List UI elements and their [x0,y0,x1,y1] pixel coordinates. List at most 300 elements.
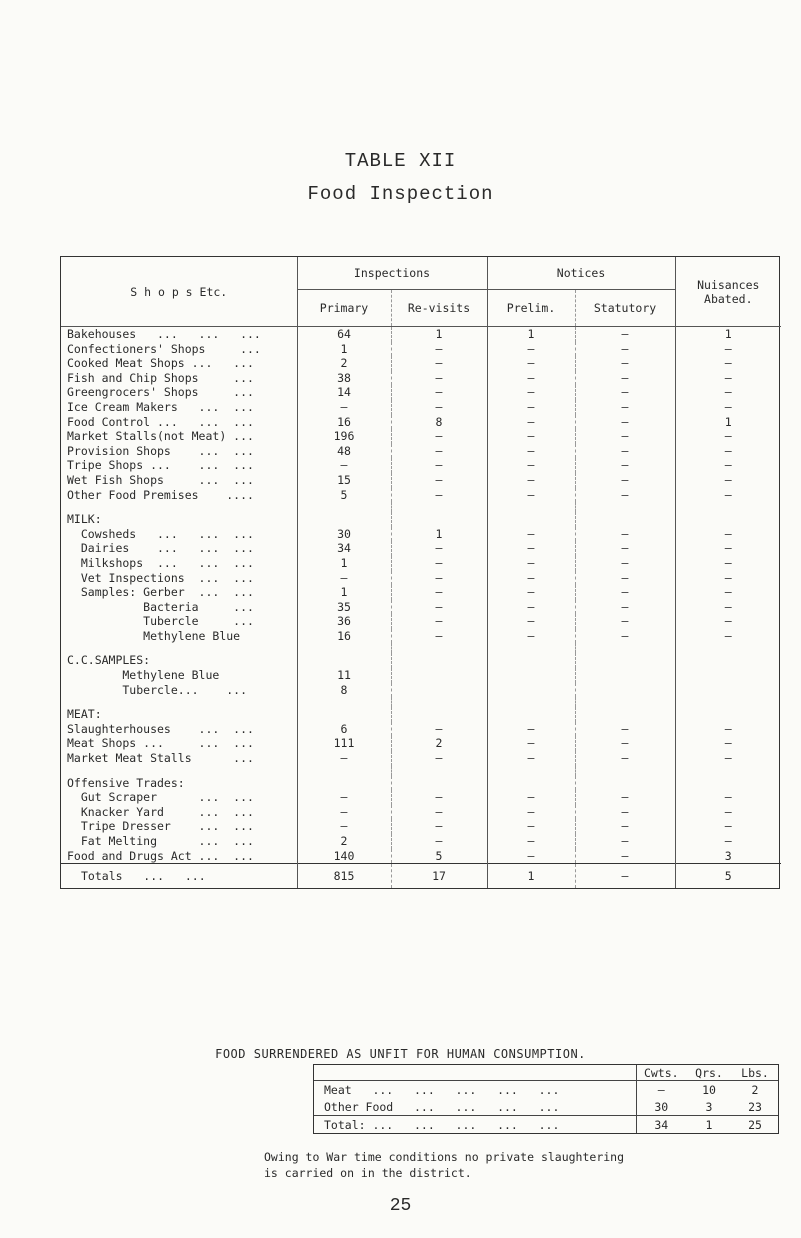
surrendered-header-cwts: Cwts. [636,1065,686,1081]
row-label: Cowsheds ... ... ... [67,526,254,541]
row-primary [297,776,391,791]
spacer-cell [61,643,297,653]
row-primary: 6 [297,722,391,737]
row-primary: 11 [297,668,391,683]
row-revisits: – [391,600,487,615]
row-nuisances: – [675,571,781,586]
row-primary: 1 [297,342,391,357]
row-statutory [575,512,675,527]
row-label: Meat Shops ... ... ... [67,736,254,751]
row-primary: 16 [297,415,391,430]
row-statutory [575,683,675,698]
surrendered-cwts: – [636,1081,686,1099]
row-statutory: – [575,614,675,629]
row-statutory: – [575,385,675,400]
row-nuisances: – [675,790,781,805]
row-revisits [391,707,487,722]
table-row [61,600,781,615]
table-row [61,458,781,473]
row-statutory: – [575,415,675,430]
row-prelim: – [487,429,575,444]
row-prelim: – [487,458,575,473]
table-body [61,327,781,864]
surrendered-total-lbs: 25 [732,1116,778,1134]
row-statutory: – [575,527,675,542]
row-nuisances: – [675,819,781,834]
row-label: C.C.SAMPLES: [67,653,151,668]
row-statutory: – [575,556,675,571]
row-statutory: – [575,327,675,342]
spacer-cell [487,643,575,653]
row-prelim: – [487,614,575,629]
row-prelim: – [487,751,575,766]
footnote-line-1: Owing to War time conditions no private slaughtering [264,1150,625,1164]
row-primary: 2 [297,834,391,849]
row-label: Gut Scraper ... ... [67,790,254,805]
row-label: Fish and Chip Shops ... [67,370,254,385]
spacer-cell [391,697,487,707]
surrendered-title: FOOD SURRENDERED AS UNFIT FOR HUMAN CONSUMPTION. [215,1047,586,1061]
spacer-cell [575,697,675,707]
row-label: Other Food Premises .... [67,487,254,502]
row-prelim [487,683,575,698]
spacer-cell [391,643,487,653]
table-row [61,400,781,415]
row-nuisances: – [675,600,781,615]
row-primary: – [297,751,391,766]
table-row [61,327,781,342]
surrendered-qrs: 3 [705,1099,713,1114]
row-revisits: 8 [391,415,487,430]
table-row [61,707,781,722]
row-revisits [391,683,487,698]
row-statutory: – [575,736,675,751]
row-statutory: – [575,356,675,371]
row-primary: 30 [297,527,391,542]
table-row [61,473,781,488]
row-nuisances: 1 [675,327,781,342]
row-prelim [487,776,575,791]
table-row [61,790,781,805]
row-nuisances: – [675,834,781,849]
row-prelim: – [487,834,575,849]
row-nuisances: – [675,556,781,571]
table-row [61,571,781,586]
row-revisits: – [391,614,487,629]
spacer-cell [575,643,675,653]
row-prelim: – [487,541,575,556]
header-revisits: Re-visits [391,290,487,327]
row-statutory: – [575,473,675,488]
row-statutory [575,776,675,791]
row-label: MEAT: [67,707,102,722]
row-statutory [575,707,675,722]
row-primary: 34 [297,541,391,556]
row-prelim: – [487,488,575,503]
table-row [61,722,781,737]
row-prelim: 1 [487,327,575,342]
row-label: Tubercle ... [67,614,254,629]
row-prelim: – [487,556,575,571]
spacer-row [61,502,781,512]
spacer-cell [297,766,391,776]
row-revisits: – [391,541,487,556]
row-label: Tripe Shops ... ... ... [67,458,254,473]
spacer-cell [575,502,675,512]
footnote-line-2: is carried on in the district. [264,1166,472,1180]
spacer-cell [61,502,297,512]
row-label: Samples: Gerber ... ... [67,585,254,600]
row-revisits: – [391,819,487,834]
row-revisits: – [391,805,487,820]
row-statutory: – [575,541,675,556]
table-row [61,585,781,600]
row-nuisances: – [675,736,781,751]
row-statutory: – [575,342,675,357]
row-revisits: – [391,585,487,600]
spacer-cell [675,502,781,512]
row-prelim: – [487,571,575,586]
row-prelim: – [487,819,575,834]
row-nuisances: – [675,385,781,400]
row-revisits: – [391,458,487,473]
row-nuisances: – [675,444,781,459]
row-nuisances [675,707,781,722]
row-nuisances [675,653,781,668]
spacer-cell [675,643,781,653]
row-revisits [391,668,487,683]
row-label: Market Stalls(not Meat) ... [67,429,254,444]
spacer-cell [297,697,391,707]
row-statutory: – [575,722,675,737]
row-prelim: – [487,342,575,357]
row-nuisances [675,776,781,791]
table-row [61,512,781,527]
row-prelim: – [487,722,575,737]
table-row [61,556,781,571]
row-revisits: 1 [391,527,487,542]
spacer-cell [487,502,575,512]
row-label: Confectioners' Shops ... [67,341,261,356]
row-label: Greengrocers' Shops ... [67,385,254,400]
row-statutory: – [575,805,675,820]
row-primary: 15 [297,473,391,488]
row-revisits: – [391,356,487,371]
row-label: Tripe Dresser ... ... [67,819,254,834]
surrendered-total-qrs: 1 [686,1116,732,1134]
surrendered-header-qrs: Qrs. [686,1065,732,1081]
row-primary [297,707,391,722]
spacer-cell [61,697,297,707]
row-label: Market Meat Stalls ... [67,751,254,766]
row-primary: 36 [297,614,391,629]
row-label: Bacteria ... [67,599,254,614]
spacer-row [61,697,781,707]
row-revisits: – [391,429,487,444]
row-statutory: – [575,458,675,473]
row-prelim: – [487,385,575,400]
surrendered-total-label: Total: ... ... ... ... ... [314,1116,636,1134]
row-label: Dairies ... ... ... [67,541,254,556]
table-row [61,776,781,791]
row-statutory: – [575,488,675,503]
row-prelim: – [487,527,575,542]
surrendered-row-total [314,1116,778,1134]
table-row [61,371,781,386]
spacer-cell [391,502,487,512]
row-statutory: – [575,834,675,849]
table-row [61,819,781,834]
row-primary: 35 [297,600,391,615]
row-primary: – [297,571,391,586]
row-statutory: – [575,849,675,864]
spacer-cell [575,766,675,776]
table-row [61,805,781,820]
spacer-row [61,643,781,653]
row-revisits [391,512,487,527]
row-revisits: – [391,342,487,357]
row-statutory [575,653,675,668]
header-shops: S h o p s Etc. [61,257,297,327]
table-row [61,488,781,503]
row-revisits: – [391,834,487,849]
row-nuisances: – [675,342,781,357]
table-row [61,834,781,849]
row-statutory: – [575,371,675,386]
row-nuisances: – [675,541,781,556]
page-number: 25 [389,1196,412,1216]
table-title: TABLE XII [344,150,457,172]
row-primary: – [297,819,391,834]
surrendered-header-lbs: Lbs. [732,1065,778,1081]
header-prelim: Prelim. [487,290,575,327]
surrendered-label: Meat ... ... ... ... ... [324,1082,560,1097]
table-row [61,736,781,751]
row-prelim [487,707,575,722]
row-nuisances: – [675,356,781,371]
row-primary: 196 [297,429,391,444]
surrendered-qrs: 10 [702,1082,716,1097]
row-nuisances: – [675,751,781,766]
table-row [61,614,781,629]
row-statutory: – [575,444,675,459]
row-revisits: – [391,722,487,737]
row-label: Methylene Blue [67,668,220,683]
row-nuisances: – [675,458,781,473]
footnote [264,1149,624,1181]
surrendered-label: Other Food ... ... ... ... [324,1099,560,1114]
row-primary: – [297,805,391,820]
header-statutory: Statutory [575,290,675,327]
row-prelim: – [487,790,575,805]
row-label: Provision Shops ... ... [67,443,254,458]
row-primary: 38 [297,371,391,386]
row-nuisances: – [675,585,781,600]
row-statutory: – [575,819,675,834]
row-nuisances: – [675,371,781,386]
row-nuisances: – [675,614,781,629]
row-label: Slaughterhouses ... ... [67,721,254,736]
row-label: Ice Cream Makers ... ... [67,399,254,414]
row-prelim [487,668,575,683]
header-nuisances [675,257,781,327]
row-statutory: – [575,600,675,615]
row-revisits: – [391,400,487,415]
row-revisits: – [391,473,487,488]
totals-row [61,864,781,889]
spacer-cell [297,502,391,512]
row-prelim: – [487,585,575,600]
row-primary: 64 [297,327,391,342]
row-label: Milkshops ... ... ... [67,555,254,570]
row-prelim [487,653,575,668]
surrendered-table [313,1064,779,1134]
row-label: Tubercle... ... [67,682,248,697]
row-primary: 1 [297,585,391,600]
row-nuisances: – [675,527,781,542]
header-nuisances-line1: Nuisances [697,277,760,292]
row-nuisances: – [675,400,781,415]
row-primary: 8 [297,683,391,698]
row-revisits: 1 [391,327,487,342]
row-prelim: – [487,400,575,415]
table-subtitle: Food Inspection [307,183,494,205]
table-row [61,683,781,698]
row-nuisances: – [675,805,781,820]
row-revisits [391,653,487,668]
table-row [61,444,781,459]
row-nuisances [675,683,781,698]
row-primary: 5 [297,488,391,503]
spacer-cell [487,766,575,776]
row-label: Fat Melting ... ... [67,834,254,848]
row-label: Vet Inspections ... ... [67,570,254,585]
surrendered-lbs: 23 [748,1099,762,1114]
row-label: Bakehouses ... ... ... [67,327,261,341]
header-nuisances-line2: Abated. [704,291,753,306]
row-statutory: – [575,751,675,766]
row-statutory: – [575,429,675,444]
totals-revisits: 17 [391,864,487,889]
surrendered-header-blank [314,1065,636,1081]
row-statutory: – [575,585,675,600]
row-nuisances: – [675,722,781,737]
row-label: Methylene Blue [67,628,241,643]
row-primary: 16 [297,629,391,644]
row-revisits [391,776,487,791]
totals-label: Totals ... ... [61,864,297,889]
row-primary: – [297,400,391,415]
row-nuisances: 3 [675,849,781,864]
surrendered-lbs: 2 [751,1082,759,1097]
row-prelim [487,512,575,527]
row-statutory: – [575,571,675,586]
spacer-cell [487,697,575,707]
row-prelim: – [487,805,575,820]
header-inspections: Inspections [297,257,487,290]
row-statutory: – [575,790,675,805]
row-prelim: – [487,473,575,488]
table-row [61,751,781,766]
row-primary: 2 [297,356,391,371]
row-nuisances: – [675,629,781,644]
row-nuisances: – [675,429,781,444]
row-statutory: – [575,629,675,644]
row-revisits: – [391,444,487,459]
row-label: Cooked Meat Shops ... ... [67,356,254,371]
row-revisits: – [391,385,487,400]
totals-prelim: 1 [487,864,575,889]
row-primary: – [297,790,391,805]
totals-statutory: – [575,864,675,889]
spacer-cell [297,643,391,653]
table-row [61,356,781,371]
table-row [61,541,781,556]
table-row [61,527,781,542]
surrendered-row-other-food [314,1098,778,1116]
row-primary: 140 [297,849,391,864]
row-revisits: – [391,790,487,805]
row-nuisances: – [675,473,781,488]
surrendered-cwts: 30 [636,1098,686,1116]
row-prelim: – [487,600,575,615]
table-row [61,429,781,444]
row-primary [297,653,391,668]
row-primary: 48 [297,444,391,459]
row-nuisances: – [675,488,781,503]
row-primary: 1 [297,556,391,571]
row-revisits: – [391,556,487,571]
row-revisits: 5 [391,849,487,864]
row-label: Offensive Trades: [67,775,185,790]
surrendered-row-meat [314,1081,778,1099]
row-prelim: – [487,629,575,644]
row-label: MILK: [67,512,102,527]
totals-primary: 815 [297,864,391,889]
table-row [61,385,781,400]
row-label: Knacker Yard ... ... [67,804,254,819]
surrendered-total-cwts: 34 [636,1116,686,1134]
totals-nuisances: 5 [675,864,781,889]
table-row [61,415,781,430]
row-revisits: 2 [391,736,487,751]
row-prelim: – [487,371,575,386]
spacer-row [61,766,781,776]
row-statutory: – [575,400,675,415]
row-label: Food and Drugs Act ... ... [67,848,254,863]
table-row [61,668,781,683]
food-inspection-table [60,256,780,889]
row-prelim: – [487,356,575,371]
row-prelim: – [487,444,575,459]
row-revisits: – [391,488,487,503]
row-nuisances [675,668,781,683]
row-primary: 111 [297,736,391,751]
row-prelim: – [487,736,575,751]
table-row [61,629,781,644]
row-revisits: – [391,571,487,586]
spacer-cell [391,766,487,776]
row-primary: 14 [297,385,391,400]
header-primary: Primary [297,290,391,327]
spacer-cell [675,766,781,776]
row-revisits: – [391,629,487,644]
row-nuisances: 1 [675,415,781,430]
header-notices: Notices [487,257,675,290]
table-row [61,653,781,668]
row-nuisances [675,512,781,527]
row-revisits: – [391,751,487,766]
